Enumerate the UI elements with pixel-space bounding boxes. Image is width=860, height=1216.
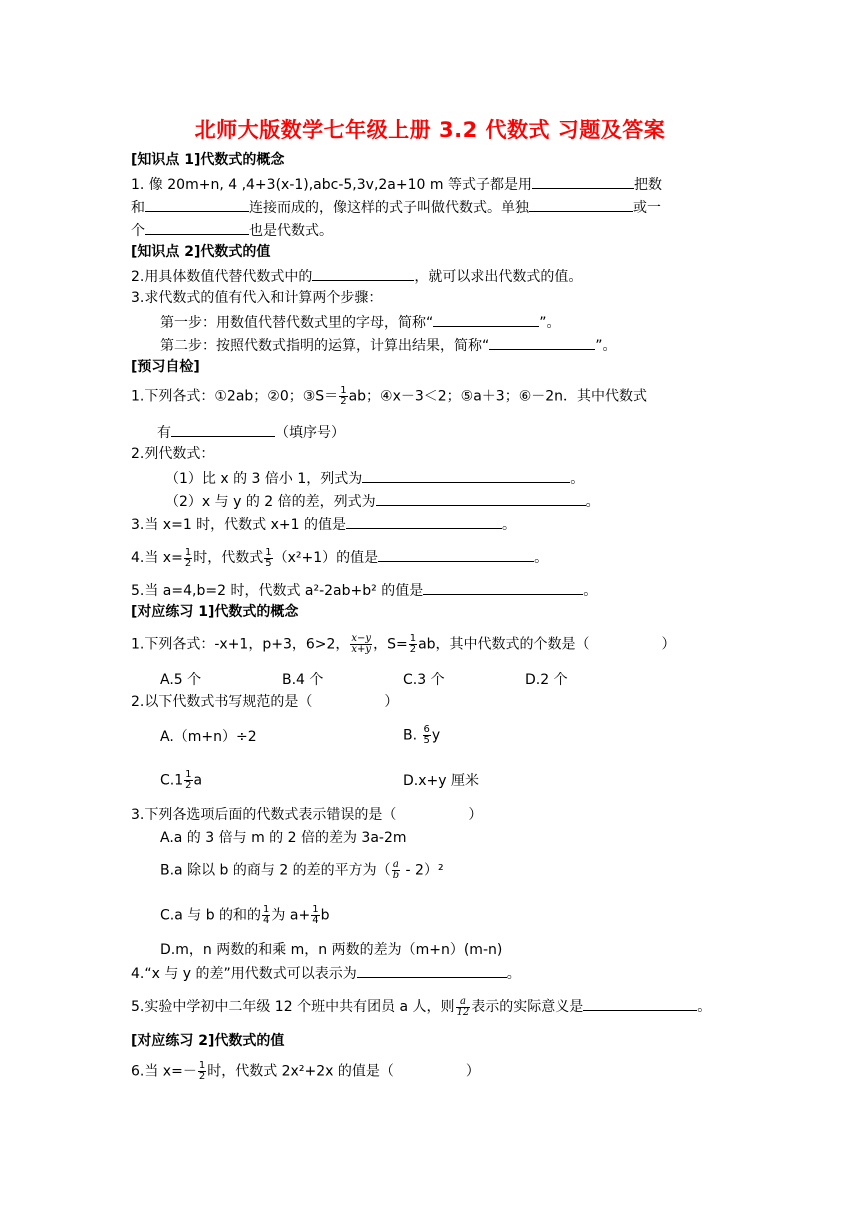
answer-blank[interactable] [145, 219, 249, 235]
section-heading-value: [知识点 2]代数式的值 [131, 244, 271, 260]
question-line [165, 490, 600, 512]
text: 时，代数式 2x²+2x 的值是（ [207, 1063, 394, 1080]
question-line [131, 962, 521, 984]
text: B.a 除以 b 的商与 2 的差的平方为（ [160, 862, 391, 879]
question-line [131, 219, 333, 241]
text: ） [384, 694, 399, 710]
text: B. [403, 727, 418, 744]
fraction: $\frac{x-y}{x+y}$ [351, 633, 372, 655]
text: 1.下列各式：-x+1，p+3，6>2， [131, 636, 350, 653]
answer-blank[interactable] [145, 196, 249, 212]
text: 3.当 x=1 时，代数式 x+1 的值是 [131, 517, 347, 533]
answer-blank[interactable] [362, 467, 570, 483]
fraction: $\frac{1}{2}$ [185, 769, 192, 791]
answer-blank[interactable] [376, 490, 586, 506]
question-line [165, 467, 584, 489]
fraction: $\frac{a}{b}$ [392, 859, 400, 881]
answer-blank[interactable] [423, 579, 583, 595]
fraction: $\frac{1}{4}$ [263, 904, 270, 926]
section-heading-practice2: [对应练习 2]代数式的值 [131, 1033, 285, 1049]
text: 或一 [633, 200, 661, 216]
step-line [160, 311, 561, 333]
text: - 2）² [401, 862, 444, 879]
section-heading-practice1: [对应练习 1]代数式的概念 [131, 604, 299, 620]
question-line [131, 805, 482, 825]
question-line [131, 692, 398, 712]
question-line [157, 421, 345, 443]
option-D: D.m，n 两数的和乘 m，n 两数的差为（m+n）(m-n) [160, 942, 503, 958]
text: C.1 [160, 772, 184, 789]
option-B: B.4 个 [282, 672, 324, 688]
text: 。 [534, 550, 549, 566]
option-C [160, 770, 202, 791]
option-D: D.x+y 厘米 [403, 773, 479, 789]
answer-blank[interactable] [357, 962, 507, 978]
question-line: 2.列代数式： [131, 446, 215, 462]
option-C: C.3 个 [403, 672, 445, 688]
answer-blank[interactable] [312, 265, 414, 281]
question-line [131, 579, 597, 601]
text: 连接而成的，像这样的式子叫做代数式。单独 [249, 200, 529, 216]
text: 。 [583, 583, 598, 599]
text: ） [661, 636, 676, 653]
text: 时，代数式 [193, 550, 264, 566]
text: b [320, 907, 330, 924]
option-B [403, 725, 440, 746]
text: 。 [506, 966, 521, 982]
text: 。 [585, 494, 600, 510]
text: 6.当 x=－ [131, 1063, 197, 1080]
question-line: 3.求代数式的值有代入和计算两个步骤： [131, 290, 383, 306]
text: 和 [131, 200, 145, 216]
text: 也是代数式。 [249, 223, 333, 239]
text: 。 [502, 517, 517, 533]
text: ab，其中代数式的个数是（ [418, 636, 590, 653]
option-D: D.2 个 [525, 672, 568, 688]
text: 5.当 a=4,b=2 时，代数式 a²-2ab+b² 的值是 [131, 583, 424, 599]
page-title: 北师大版数学七年级上册 3.2 代数式 习题及答案 [194, 118, 666, 142]
text: （x²+1）的值是 [273, 550, 379, 566]
step-line [160, 334, 617, 356]
text: 。 [697, 999, 712, 1015]
option-A: A.（m+n）÷2 [160, 729, 257, 745]
text: （填序号） [275, 425, 345, 441]
question-line [131, 265, 582, 287]
question-line [131, 634, 676, 655]
text: ，就可以求出代数式的值。 [414, 269, 583, 285]
text: 第二步：按照代数式指明的运算，计算出结果，简称“ [160, 338, 490, 354]
text: 表示的实际意义是 [471, 999, 584, 1015]
text: 第一步：用数值代替代数式里的字母，简称“ [160, 315, 434, 331]
text: ） [468, 807, 483, 823]
option-B [160, 860, 444, 881]
answer-blank[interactable] [346, 513, 502, 529]
answer-blank[interactable] [529, 196, 633, 212]
text: ab；④x－3＜2；⑤a＋3；⑥－2n．其中代数式 [348, 388, 648, 405]
option-A: A.a 的 3 倍与 m 的 2 倍的差为 3a-2m [160, 830, 407, 846]
text: ”。 [595, 338, 617, 354]
section-heading-preview: [预习自检] [131, 359, 200, 375]
fraction: $\frac{1}{2}$ [340, 385, 347, 407]
option-C [160, 905, 329, 926]
answer-blank[interactable] [433, 311, 539, 327]
fraction: $\frac{a}{12}$ [456, 995, 470, 1018]
text: 有 [157, 425, 171, 441]
text: ） [465, 1063, 480, 1080]
question-line [131, 196, 661, 218]
text: ，S= [373, 636, 408, 653]
text: a [193, 772, 203, 789]
answer-blank[interactable] [489, 334, 595, 350]
text: 4.“x 与 y 的差”用代数式可以表示为 [131, 966, 357, 982]
text: 3.下列各选项后面的代数式表示错误的是（ [131, 807, 397, 823]
text: 4.当 x= [131, 550, 183, 566]
question-line [131, 386, 647, 407]
text: 把数 [633, 177, 662, 193]
fraction: $\frac{1}{5}$ [265, 546, 272, 569]
fraction: $\frac{1}{2}$ [409, 633, 417, 655]
text: ”。 [539, 315, 561, 331]
section-heading-concept: [知识点 1]代数式的概念 [131, 152, 285, 168]
text: C.a 与 b 的和的 [160, 907, 262, 924]
answer-blank[interactable] [378, 546, 534, 562]
text: 为 a+ [271, 907, 311, 924]
text: 个 [131, 223, 145, 239]
fraction: $\frac{6}{5}$ [423, 724, 430, 746]
fraction: $\frac{1}{4}$ [312, 904, 319, 926]
text: 1.下列各式：①2ab；②0；③S＝ [131, 388, 339, 405]
question-line [131, 1061, 480, 1082]
fraction: $\frac{1}{2}$ [184, 546, 192, 569]
option-A: A.5 个 [160, 672, 202, 688]
text: （2）x 与 y 的 2 倍的差，列式为 [165, 494, 376, 510]
question-line [131, 513, 516, 535]
answer-blank[interactable] [171, 421, 275, 437]
text: 5.实验中学初中二年级 12 个班中共有团员 a 人，则 [131, 999, 455, 1015]
question-line [131, 173, 662, 195]
text: 。 [570, 471, 585, 487]
text: 1. 像 20m+n, 4 ,4+3(x-1),abc-5,3v,2a+10 m 等式子都是用 [131, 177, 532, 193]
answer-blank[interactable] [532, 173, 634, 189]
text: y [431, 727, 441, 744]
question-line [131, 995, 711, 1018]
text: 2.以下代数式书写规范的是（ [131, 694, 313, 710]
answer-blank[interactable] [583, 995, 697, 1011]
fraction: $\frac{1}{2}$ [198, 1060, 206, 1082]
text: 2.用具体数值代替代数式中的 [131, 269, 313, 285]
text: （1）比 x 的 3 倍小 1，列式为 [165, 471, 363, 487]
question-line [131, 546, 548, 569]
